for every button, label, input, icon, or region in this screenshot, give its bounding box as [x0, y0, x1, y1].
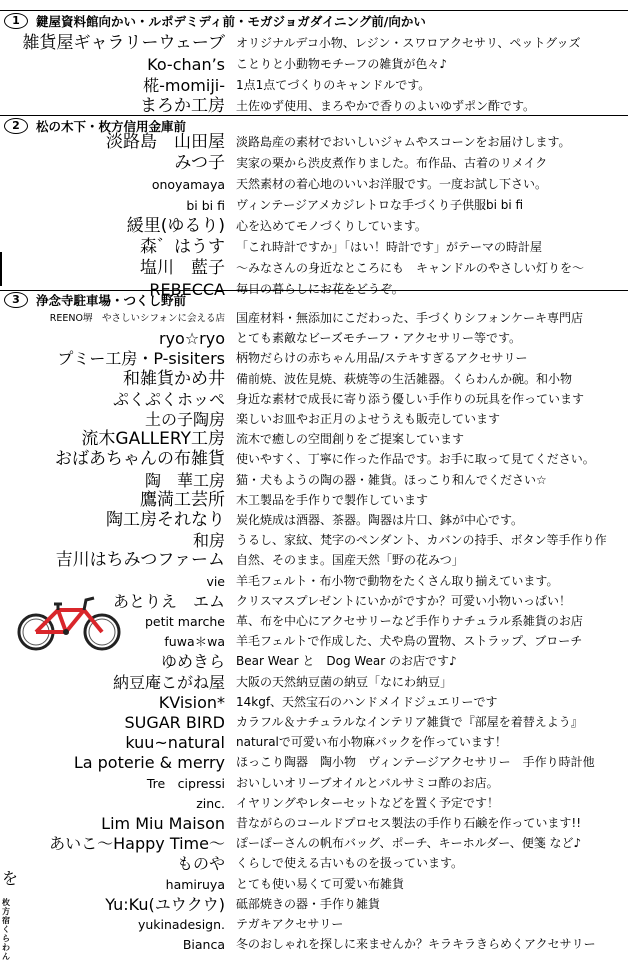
shop-description: ぽーぽーさんの帆布バッグ、ポーチ、キーホルダー、便箋 など♪ — [236, 836, 582, 851]
shop-name: プミー工房・P-sisiters — [57, 349, 225, 369]
shop-name: vie — [206, 573, 225, 589]
shop-name: kuu~natural — [125, 733, 225, 753]
list-item — [0, 833, 628, 854]
margin-bar — [0, 252, 2, 286]
shop-name: SUGAR BIRD — [124, 713, 225, 732]
shop-name: ぷくぷくホッペ — [112, 389, 225, 409]
shop-name: petit marche — [144, 614, 225, 629]
shop-description: 備前焼、波佐見焼、萩焼等の生活雑器。くらわんか碗。和小物 — [236, 371, 573, 386]
list-item — [0, 651, 628, 672]
shop-description: ほっこり陶器 陶小物 ヴィンテージアクセサリー 手作り時計他 — [236, 755, 595, 770]
shop-name: 吉川はちみつファーム — [55, 550, 225, 571]
shop-name: あとりえ エム — [112, 591, 225, 611]
shop-description: 流木で癒しの空間創りをご提案しています — [236, 432, 465, 447]
shop-name: 森゛はうす — [140, 237, 225, 257]
list-item — [0, 389, 628, 410]
section-title: 浄念寺駐車場・つくし野前 — [36, 293, 187, 308]
shop-name: bi bi fi — [186, 198, 225, 213]
shop-name: 陶工房それなり — [106, 510, 225, 530]
shop-description: 猫・犬もようの陶の器・雑貨。ほっこり和んでください☆ — [236, 472, 547, 487]
shop-name: Bianca — [182, 937, 225, 953]
shop-name: Lim Miu Maison — [101, 814, 225, 833]
shop-name: 淡路島 山田屋 — [106, 132, 225, 152]
shop-description: 冬のおしゃれを探しに来ませんか？キラキラきらめくアクセサリー — [236, 937, 596, 952]
list-item — [0, 195, 628, 216]
side-character: を — [2, 869, 19, 888]
list-item — [0, 96, 628, 117]
shop-name: fuwa＊wa — [164, 634, 225, 650]
list-item — [0, 429, 628, 450]
section-number: 1 — [4, 13, 28, 29]
shop-description: 土佐ゆず使用、まろやかで香りのよいゆずポン酢です。 — [236, 99, 536, 113]
list-item — [0, 793, 628, 814]
list-item — [0, 530, 628, 551]
shop-description: おいしいオリーブオイルとバルサミコ酢のお店。 — [236, 775, 499, 790]
shop-description: 楽しいお皿やお正月のよせうえも販売しています — [236, 412, 501, 426]
shop-description: 毎日の暮らしにお花をどうぞ。 — [236, 282, 404, 296]
shop-description: 身近な素材で成長に寄り添う優しい手作りの玩具を作っています — [236, 391, 585, 406]
list-item — [0, 54, 628, 75]
section-divider — [0, 10, 628, 11]
shop-description: とても使い易くて可愛い布雑貨 — [236, 876, 405, 891]
list-item — [0, 550, 628, 571]
shop-description: 「これ時計ですか」「はい！時計です」がテーマの時計屋 — [236, 240, 543, 254]
list-item — [0, 308, 628, 329]
shop-description: 心を込めてモノづくりしています。 — [236, 219, 427, 233]
shop-description: ～みなさんの身近なところにも キャンドルのやさしい灯りを～ — [236, 261, 585, 275]
shop-description: ことりと小動物モチーフの雑貨が色々♪ — [236, 57, 448, 71]
shop-description: 使いやすく、丁寧に作った作品です。お手に取って見てください。 — [236, 452, 595, 467]
shop-name: La poterie & merry — [73, 753, 225, 773]
shop-name: まろか工房 — [140, 96, 225, 116]
shop-name: 陶 華工房 — [144, 470, 225, 490]
list-item — [0, 409, 628, 430]
list-item — [0, 894, 628, 915]
shop-name: 雑貨屋ギャラリーウェーブ — [22, 33, 225, 53]
shop-description: オリジナルデコ小物、レジン・スワロアクセサリ、ペットグッズ — [236, 36, 581, 50]
section-number: 3 — [4, 292, 28, 308]
list-item — [0, 490, 628, 511]
shop-description: 炭化焼成は酒器、茶器。陶器は片口、鉢が中心です。 — [236, 513, 524, 527]
shop-name: REBECCA — [149, 280, 225, 299]
shop-description: 国産材料・無添加にこだわった、手づくりシフォンケーキ専門店 — [236, 311, 584, 325]
list-item — [0, 369, 628, 390]
shop-name: ゆめきら — [160, 652, 225, 672]
list-item — [0, 470, 628, 491]
shop-name: おばあちゃんの布雑貨 — [55, 449, 225, 470]
list-item — [0, 773, 628, 794]
shop-name: 納豆庵こがね屋 — [112, 672, 225, 692]
shop-description: とても素敵なビーズモチーフ・アクセサリー等です。 — [236, 331, 522, 346]
list-item — [0, 258, 628, 279]
shop-name: みつ子 — [174, 153, 225, 173]
shop-description: 革、布を中心にアクセサリーなど手作りナチュラル系雑貨のお店 — [236, 614, 583, 628]
list-item — [0, 914, 628, 935]
list-item — [0, 153, 628, 174]
shop-description: 木工製品を手作りで製作しています — [236, 492, 429, 507]
shop-name: 塩川 藍子 — [140, 258, 225, 278]
shop-name: 緩里(ゆるり) — [126, 216, 225, 236]
list-item — [0, 732, 628, 753]
list-item — [0, 874, 628, 895]
shop-description: ヴィンテージアメカジレトロな手づくり子供服bi bi fi — [236, 198, 524, 212]
list-item — [0, 216, 628, 237]
shop-name: 土の子陶房 — [144, 410, 225, 429]
list-item — [0, 132, 628, 153]
shop-description: 天然素材の着心地のいいお洋服です。一度お試し下さい。 — [236, 177, 548, 191]
list-item — [0, 449, 628, 470]
shop-name: ものや — [176, 854, 225, 874]
shop-description: クリスマスプレゼントにいかがですか？可愛い小物いっぱい！ — [236, 593, 572, 608]
section-title: 鍵屋資料館向かい・ルポデミディ前・モガジョガダイニング前/向かい — [36, 14, 426, 29]
shop-name: Tre cipressi — [146, 775, 225, 791]
section-header-3 — [4, 291, 186, 309]
section-divider — [0, 115, 628, 116]
shop-description: 羊毛フェルトで作成した、犬や鳥の置物、ストラップ、ブローチ — [236, 634, 583, 649]
shop-name: 椛-momiji- — [143, 76, 225, 95]
list-item — [0, 33, 628, 54]
shop-description: 羊毛フェルト・布小物で動物をたくさん取り揃えています。 — [236, 573, 559, 588]
list-item — [0, 672, 628, 693]
shop-name: 和房 — [192, 531, 225, 551]
section-header-1 — [4, 12, 426, 30]
shop-name: zinc. — [196, 795, 225, 811]
list-item — [0, 174, 628, 195]
shop-name: Yu:Ku(ユウクウ) — [105, 894, 225, 914]
logo: 枚方宿くらわん — [2, 898, 10, 961]
shop-description: 昔ながらのコールドプロセス製法の手作り石鹸を作っています!! — [236, 816, 582, 830]
list-item — [0, 752, 628, 773]
shop-name: onoyamaya — [151, 177, 225, 192]
section-number: 2 — [4, 118, 28, 134]
list-item — [0, 813, 628, 834]
shop-description: 大阪の天然納豆菌の納豆「なにわ納豆」 — [236, 674, 453, 689]
shop-description: 淡路島産の素材でおいしいジャムやスコーンをお届けします。 — [236, 135, 571, 149]
shop-description: Bear Wear と Dog Wear のお店です♪ — [236, 654, 457, 669]
list-item — [0, 853, 628, 874]
shop-name: Ko-chan’s — [147, 55, 225, 74]
shop-name: yukinadesign. — [137, 917, 225, 932]
shop-description: 自然、そのまま。国産天然「野の花みつ」 — [236, 553, 464, 568]
shop-name: あいこ～Happy Time～ — [49, 834, 225, 854]
section-title: 松の木下・枚方信用金庫前 — [36, 119, 187, 134]
shop-description: カラフル＆ナチュラルなインテリア雑貨で『部屋を着替えよう』 — [236, 715, 583, 729]
shop-name: 流木GALLERY工房 — [81, 429, 225, 450]
shop-description: 1点1点てづくりのキャンドルです。 — [236, 78, 431, 92]
shop-description: くらしで使える古いものを扱っています。 — [236, 856, 464, 871]
list-item — [0, 237, 628, 258]
list-item — [0, 571, 628, 592]
shop-name: REENO堺 やさしいシフォンに会える店 — [49, 313, 225, 324]
shop-description: 14kgf、天然宝石のハンドメイドジュエリーです — [236, 694, 498, 709]
list-item — [0, 328, 628, 349]
shop-description: テガキアクセサリー — [236, 917, 344, 931]
list-item — [0, 934, 628, 955]
list-item — [0, 692, 628, 713]
shop-description: 砥部焼きの器・手作り雑貨 — [236, 896, 381, 911]
shop-name: KVision* — [158, 692, 225, 712]
shop-description: イヤリングやレターセットなどを置く予定です！ — [236, 795, 500, 810]
shop-description: naturalで可愛い布小物麻バックを作っています！ — [236, 735, 507, 750]
shop-description: うるし、家紋、梵字のペンダント、カバンの持手、ボタン等手作り作 — [236, 533, 607, 548]
shop-description: 柄物だらけの赤ちゃん用品/ステキすぎるアクセサリー — [236, 351, 528, 366]
shop-name: 和雑貨かめ井 — [123, 368, 225, 389]
list-item — [0, 712, 628, 733]
shop-name: 鷹満工芸所 — [140, 489, 225, 510]
shop-name: hamiruya — [165, 876, 225, 892]
list-item — [0, 348, 628, 369]
shop-name: ryo☆ryo — [158, 329, 225, 349]
list-item — [0, 510, 628, 531]
shop-description: 実家の栗から渋皮煮作りました。布作品、古着のリメイク — [236, 156, 548, 170]
list-item — [0, 75, 628, 96]
bicycle-icon — [14, 592, 126, 652]
